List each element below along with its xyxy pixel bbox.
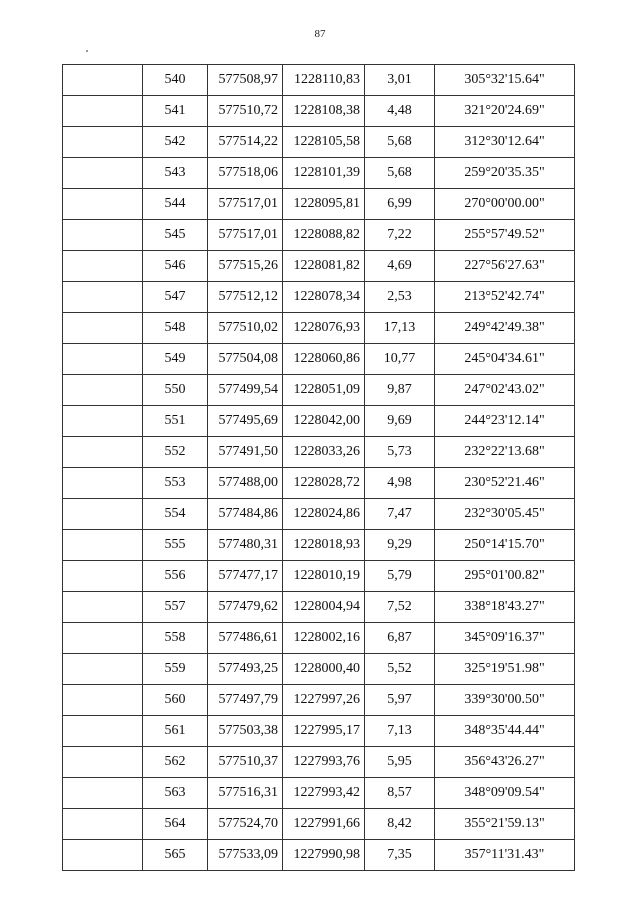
table-row (63, 437, 575, 468)
direction-angle-cell: 295°01'00.82" (435, 561, 575, 592)
blank-cell (63, 623, 143, 654)
distance-cell: 5,68 (365, 158, 435, 189)
direction-angle-cell: 255°57'49.52" (435, 220, 575, 251)
point-number-cell: 546 (143, 251, 208, 282)
table-row (63, 220, 575, 251)
direction-angle-cell: 213°52'42.74" (435, 282, 575, 313)
x-coordinate-cell: 577508,97 (208, 65, 283, 96)
y-coordinate-cell: 1228051,09 (283, 375, 365, 406)
direction-angle-cell: 305°32'15.64" (435, 65, 575, 96)
point-number-cell: 563 (143, 778, 208, 809)
point-number-cell: 554 (143, 499, 208, 530)
point-number-cell: 543 (143, 158, 208, 189)
point-number-cell: 565 (143, 840, 208, 871)
x-coordinate-cell: 577510,37 (208, 747, 283, 778)
blank-cell (63, 313, 143, 344)
distance-cell: 2,53 (365, 282, 435, 313)
point-number-cell: 557 (143, 592, 208, 623)
x-coordinate-cell: 577516,31 (208, 778, 283, 809)
point-number-cell: 544 (143, 189, 208, 220)
x-coordinate-cell: 577510,02 (208, 313, 283, 344)
table-row (63, 127, 575, 158)
y-coordinate-cell: 1228076,93 (283, 313, 365, 344)
direction-angle-cell: 270°00'00.00" (435, 189, 575, 220)
x-coordinate-cell: 577495,69 (208, 406, 283, 437)
table-row (63, 809, 575, 840)
x-coordinate-cell: 577479,62 (208, 592, 283, 623)
direction-angle-cell: 244°23'12.14" (435, 406, 575, 437)
point-number-cell: 556 (143, 561, 208, 592)
table-row (63, 561, 575, 592)
direction-angle-cell: 230°52'21.46" (435, 468, 575, 499)
blank-cell (63, 220, 143, 251)
y-coordinate-cell: 1228018,93 (283, 530, 365, 561)
x-coordinate-cell: 577517,01 (208, 189, 283, 220)
distance-cell: 5,97 (365, 685, 435, 716)
x-coordinate-cell: 577488,00 (208, 468, 283, 499)
y-coordinate-cell: 1227997,26 (283, 685, 365, 716)
direction-angle-cell: 348°09'09.54" (435, 778, 575, 809)
table-row (63, 375, 575, 406)
blank-cell (63, 251, 143, 282)
distance-cell: 9,69 (365, 406, 435, 437)
table-row (63, 499, 575, 530)
table-row (63, 592, 575, 623)
direction-angle-cell: 259°20'35.35" (435, 158, 575, 189)
point-number-cell: 551 (143, 406, 208, 437)
distance-cell: 7,22 (365, 220, 435, 251)
y-coordinate-cell: 1227993,76 (283, 747, 365, 778)
table-row (63, 313, 575, 344)
table-row (63, 251, 575, 282)
blank-cell (63, 809, 143, 840)
distance-cell: 6,87 (365, 623, 435, 654)
y-coordinate-cell: 1228060,86 (283, 344, 365, 375)
x-coordinate-cell: 577517,01 (208, 220, 283, 251)
y-coordinate-cell: 1227995,17 (283, 716, 365, 747)
blank-cell (63, 499, 143, 530)
x-coordinate-cell: 577480,31 (208, 530, 283, 561)
y-coordinate-cell: 1228000,40 (283, 654, 365, 685)
blank-cell (63, 778, 143, 809)
distance-cell: 9,29 (365, 530, 435, 561)
x-coordinate-cell: 577518,06 (208, 158, 283, 189)
table-row (63, 654, 575, 685)
point-number-cell: 540 (143, 65, 208, 96)
table-row (63, 778, 575, 809)
direction-angle-cell: 355°21'59.13" (435, 809, 575, 840)
point-number-cell: 564 (143, 809, 208, 840)
direction-angle-cell: 348°35'44.44" (435, 716, 575, 747)
direction-angle-cell: 357°11'31.43" (435, 840, 575, 871)
y-coordinate-cell: 1228010,19 (283, 561, 365, 592)
point-number-cell: 561 (143, 716, 208, 747)
x-coordinate-cell: 577504,08 (208, 344, 283, 375)
direction-angle-cell: 356°43'26.27" (435, 747, 575, 778)
point-number-cell: 550 (143, 375, 208, 406)
y-coordinate-cell: 1228002,16 (283, 623, 365, 654)
distance-cell: 8,57 (365, 778, 435, 809)
x-coordinate-cell: 577484,86 (208, 499, 283, 530)
y-coordinate-cell: 1228110,83 (283, 65, 365, 96)
direction-angle-cell: 232°30'05.45" (435, 499, 575, 530)
blank-cell (63, 530, 143, 561)
distance-cell: 7,35 (365, 840, 435, 871)
y-coordinate-cell: 1228095,81 (283, 189, 365, 220)
x-coordinate-cell: 577497,79 (208, 685, 283, 716)
point-number-cell: 541 (143, 96, 208, 127)
y-coordinate-cell: 1228024,86 (283, 499, 365, 530)
blank-cell (63, 437, 143, 468)
x-coordinate-cell: 577493,25 (208, 654, 283, 685)
y-coordinate-cell: 1228108,38 (283, 96, 365, 127)
point-number-cell: 555 (143, 530, 208, 561)
table-row (63, 344, 575, 375)
blank-cell (63, 468, 143, 499)
table-row (63, 685, 575, 716)
direction-angle-cell: 321°20'24.69" (435, 96, 575, 127)
coordinates-table (62, 64, 575, 871)
point-number-cell: 553 (143, 468, 208, 499)
blank-cell (63, 747, 143, 778)
y-coordinate-cell: 1228088,82 (283, 220, 365, 251)
y-coordinate-cell: 1228042,00 (283, 406, 365, 437)
y-coordinate-cell: 1228078,34 (283, 282, 365, 313)
point-number-cell: 552 (143, 437, 208, 468)
x-coordinate-cell: 577524,70 (208, 809, 283, 840)
table-row (63, 65, 575, 96)
y-coordinate-cell: 1228033,26 (283, 437, 365, 468)
distance-cell: 7,47 (365, 499, 435, 530)
table-row (63, 406, 575, 437)
point-number-cell: 560 (143, 685, 208, 716)
distance-cell: 5,79 (365, 561, 435, 592)
blank-cell (63, 65, 143, 96)
direction-angle-cell: 247°02'43.02" (435, 375, 575, 406)
blank-cell (63, 282, 143, 313)
distance-cell: 17,13 (365, 313, 435, 344)
table-row (63, 189, 575, 220)
blank-cell (63, 840, 143, 871)
blank-cell (63, 96, 143, 127)
y-coordinate-cell: 1228028,72 (283, 468, 365, 499)
x-coordinate-cell: 577491,50 (208, 437, 283, 468)
distance-cell: 5,95 (365, 747, 435, 778)
y-coordinate-cell: 1227990,98 (283, 840, 365, 871)
blank-cell (63, 561, 143, 592)
blank-cell (63, 685, 143, 716)
x-coordinate-cell: 577512,12 (208, 282, 283, 313)
point-number-cell: 559 (143, 654, 208, 685)
x-coordinate-cell: 577503,38 (208, 716, 283, 747)
x-coordinate-cell: 577510,72 (208, 96, 283, 127)
page-number: 87 (314, 28, 326, 40)
distance-cell: 4,48 (365, 96, 435, 127)
distance-cell: 9,87 (365, 375, 435, 406)
table-row (63, 530, 575, 561)
scan-speck (86, 50, 88, 52)
point-number-cell: 549 (143, 344, 208, 375)
point-number-cell: 558 (143, 623, 208, 654)
distance-cell: 4,98 (365, 468, 435, 499)
table-row (63, 747, 575, 778)
y-coordinate-cell: 1228105,58 (283, 127, 365, 158)
direction-angle-cell: 245°04'34.61" (435, 344, 575, 375)
distance-cell: 3,01 (365, 65, 435, 96)
blank-cell (63, 406, 143, 437)
blank-cell (63, 716, 143, 747)
distance-cell: 7,52 (365, 592, 435, 623)
x-coordinate-cell: 577486,61 (208, 623, 283, 654)
direction-angle-cell: 345°09'16.37" (435, 623, 575, 654)
x-coordinate-cell: 577533,09 (208, 840, 283, 871)
table-row (63, 96, 575, 127)
x-coordinate-cell: 577514,22 (208, 127, 283, 158)
direction-angle-cell: 232°22'13.68" (435, 437, 575, 468)
point-number-cell: 542 (143, 127, 208, 158)
y-coordinate-cell: 1227991,66 (283, 809, 365, 840)
table-row (63, 716, 575, 747)
distance-cell: 10,77 (365, 344, 435, 375)
x-coordinate-cell: 577499,54 (208, 375, 283, 406)
y-coordinate-cell: 1228101,39 (283, 158, 365, 189)
distance-cell: 7,13 (365, 716, 435, 747)
blank-cell (63, 375, 143, 406)
distance-cell: 5,68 (365, 127, 435, 158)
blank-cell (63, 127, 143, 158)
point-number-cell: 547 (143, 282, 208, 313)
point-number-cell: 548 (143, 313, 208, 344)
direction-angle-cell: 312°30'12.64" (435, 127, 575, 158)
x-coordinate-cell: 577477,17 (208, 561, 283, 592)
table-row (63, 282, 575, 313)
table-row (63, 623, 575, 654)
table-row (63, 468, 575, 499)
direction-angle-cell: 325°19'51.98" (435, 654, 575, 685)
distance-cell: 6,99 (365, 189, 435, 220)
direction-angle-cell: 227°56'27.63" (435, 251, 575, 282)
direction-angle-cell: 250°14'15.70" (435, 530, 575, 561)
distance-cell: 4,69 (365, 251, 435, 282)
blank-cell (63, 344, 143, 375)
table-row (63, 158, 575, 189)
distance-cell: 5,52 (365, 654, 435, 685)
point-number-cell: 562 (143, 747, 208, 778)
direction-angle-cell: 338°18'43.27" (435, 592, 575, 623)
table-row (63, 840, 575, 871)
direction-angle-cell: 249°42'49.38" (435, 313, 575, 344)
y-coordinate-cell: 1227993,42 (283, 778, 365, 809)
coordinates-table-body (63, 65, 575, 871)
direction-angle-cell: 339°30'00.50" (435, 685, 575, 716)
y-coordinate-cell: 1228081,82 (283, 251, 365, 282)
blank-cell (63, 158, 143, 189)
y-coordinate-cell: 1228004,94 (283, 592, 365, 623)
blank-cell (63, 654, 143, 685)
blank-cell (63, 189, 143, 220)
point-number-cell: 545 (143, 220, 208, 251)
blank-cell (63, 592, 143, 623)
x-coordinate-cell: 577515,26 (208, 251, 283, 282)
distance-cell: 5,73 (365, 437, 435, 468)
distance-cell: 8,42 (365, 809, 435, 840)
